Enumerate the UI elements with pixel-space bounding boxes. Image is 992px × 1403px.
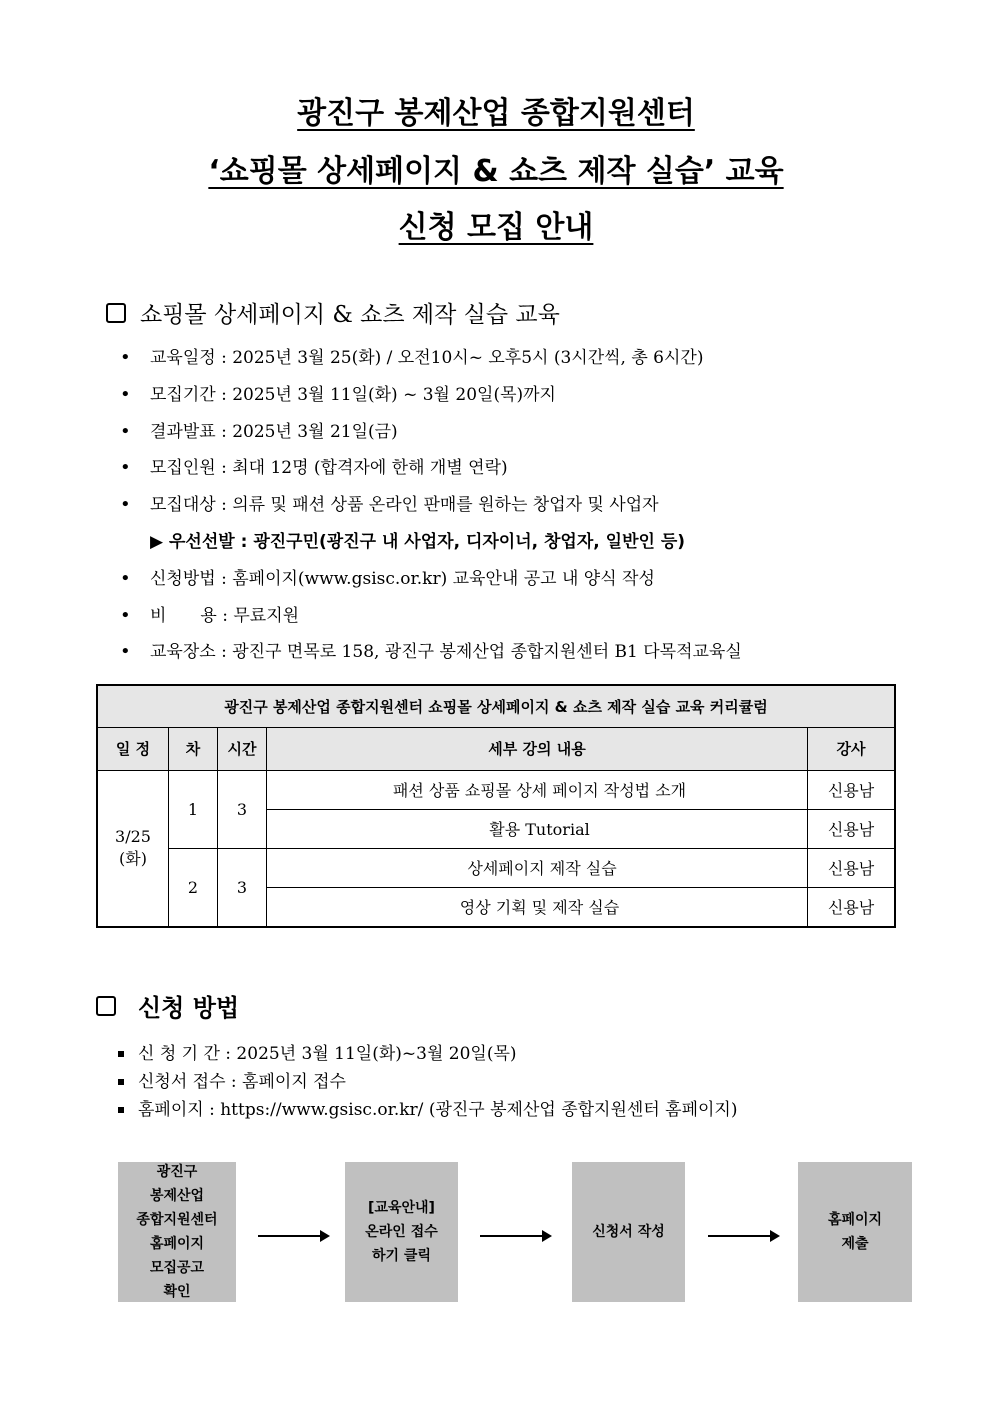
- header-content: 세부 강의 내용: [267, 727, 808, 770]
- title-line-3: [0, 202, 992, 246]
- list-item-capacity: [118, 454, 918, 491]
- instructor-cell: 신용남: [808, 848, 896, 887]
- date-cell: [97, 770, 169, 927]
- list-item-text: 비 용 : 무료지원: [150, 605, 300, 626]
- flow-step-text: 홈페이지: [149, 1236, 205, 1252]
- flow-step-text: 하기 클릭: [372, 1248, 431, 1264]
- instructor-cell: 신용남: [808, 887, 896, 927]
- flow-step-4: [798, 1162, 912, 1302]
- list-item-text: 교육장소 : 광진구 면목로 158, 광진구 봉제산업 종합지원센터 B1 다목적교육실: [150, 642, 742, 663]
- hours-cell: 3: [218, 848, 267, 927]
- title-line-2: [0, 146, 992, 190]
- section1-heading-text: 쇼핑몰 상세페이지 & 쇼츠 제작 실습 교육: [140, 302, 560, 328]
- list-item-target: [118, 491, 918, 528]
- flow-step-text: 봉제산업: [149, 1188, 205, 1204]
- arrow-right-icon: [480, 1226, 552, 1246]
- list-item-text: 모집인원 : 최대 12명 (합격자에 한해 개별 연락): [150, 458, 508, 479]
- instructor-cell: 신용남: [808, 809, 896, 848]
- list-item-text: 모집대상 : 의류 및 패션 상품 온라인 판매를 원하는 창업자 및 사업자: [150, 495, 659, 516]
- title-text-2: ‘쇼핑몰 상세페이지 & 쇼츠 제작 실습’ 교육: [208, 154, 784, 189]
- list-item-location: [118, 638, 918, 675]
- section2-list: [118, 1040, 938, 1124]
- content-cell: 영상 기획 및 제작 실습: [267, 887, 808, 927]
- instructor-cell: 신용남: [808, 770, 896, 809]
- list-item-submission: [118, 1068, 938, 1096]
- header-session: 차: [169, 727, 218, 770]
- header-hours: 시간: [218, 727, 267, 770]
- content-cell: 패션 상품 쇼핑몰 상세 페이지 작성법 소개: [267, 770, 808, 809]
- flow-step-1: [118, 1162, 236, 1302]
- date-text: 3/25: [115, 827, 151, 846]
- curriculum-table: [96, 684, 896, 928]
- header-instructor: 강사: [808, 727, 896, 770]
- list-item-text: 신청방법 : 홈페이지(www.gsisc.or.kr) 교육안내 공고 내 양식 작성: [150, 568, 655, 589]
- flow-step-text: 모집공고: [149, 1260, 205, 1276]
- list-item-text: 신 청 기 간 : 2025년 3월 11일(화)~3월 20일(목): [138, 1044, 517, 1064]
- table-row: [97, 848, 895, 887]
- table-caption: 광진구 봉제산업 종합지원센터 쇼핑몰 상세페이지 & 쇼츠 제작 실습 교육 커리큘럼: [97, 685, 895, 727]
- list-item-text: 결과발표 : 2025년 3월 21일(금): [150, 421, 398, 442]
- flow-step-text: 홈페이지: [827, 1212, 883, 1228]
- title-text-3: 신청 모집 안내: [398, 210, 594, 245]
- list-item-text: ▶ 우선선발 : 광진구민(광진구 내 사업자, 디자이너, 창업자, 일반인 등): [150, 531, 686, 552]
- list-item-text: 홈페이지 : https://www.gsisc.or.kr/ (광진구 봉제산업 종합지원센터 홈페이지): [138, 1100, 738, 1120]
- flow-step-text: 제출: [841, 1236, 869, 1252]
- content-cell: 상세페이지 제작 실습: [267, 848, 808, 887]
- flow-step-text: 광진구: [156, 1164, 198, 1180]
- list-item-text: 모집기간 : 2025년 3월 11일(화) ~ 3월 20일(목)까지: [150, 384, 556, 405]
- flow-step-text: 온라인 접수: [365, 1224, 438, 1240]
- hours-cell: 3: [218, 770, 267, 848]
- title-text-1: 광진구 봉제산업 종합지원센터: [297, 96, 695, 131]
- flow-step-text: [교육안내]: [368, 1200, 435, 1216]
- header-date: 일 정: [97, 727, 169, 770]
- flow-step-2: [345, 1162, 458, 1302]
- section2-heading: [96, 988, 239, 1023]
- list-item-apply-period: [118, 1040, 938, 1068]
- list-item-method: [118, 565, 918, 602]
- session-cell: 1: [169, 770, 218, 848]
- title-line-1: [0, 88, 992, 132]
- section2-heading-text: 신청 방법: [138, 993, 240, 1022]
- arrow-right-icon: [258, 1226, 330, 1246]
- arrow-right-icon: [708, 1226, 780, 1246]
- checkbox-icon: [106, 303, 126, 323]
- flow-step-3: [572, 1162, 685, 1302]
- flow-step-text: 신청서 작성: [592, 1224, 665, 1240]
- list-item-period: [118, 381, 918, 418]
- list-item-text: 교육일정 : 2025년 3월 25(화) / 오전10시~ 오후5시 (3시간씩, 총 6시간): [150, 348, 704, 368]
- day-text: (화): [119, 849, 147, 868]
- section1-list: [118, 344, 918, 675]
- list-item-cost: [118, 602, 918, 639]
- list-item-homepage: [118, 1096, 938, 1124]
- checkbox-icon: [96, 996, 116, 1016]
- table-row: [97, 770, 895, 809]
- session-cell: 2: [169, 848, 218, 927]
- flow-step-text: 확인: [163, 1284, 191, 1300]
- section1-heading: [106, 296, 560, 329]
- list-item-text: 신청서 접수 : 홈페이지 접수: [138, 1072, 346, 1092]
- list-item-schedule: [118, 344, 918, 381]
- list-item-priority: [118, 528, 918, 565]
- flow-step-text: 종합지원센터: [136, 1212, 218, 1228]
- list-item-result: [118, 418, 918, 455]
- content-cell: 활용 Tutorial: [267, 809, 808, 848]
